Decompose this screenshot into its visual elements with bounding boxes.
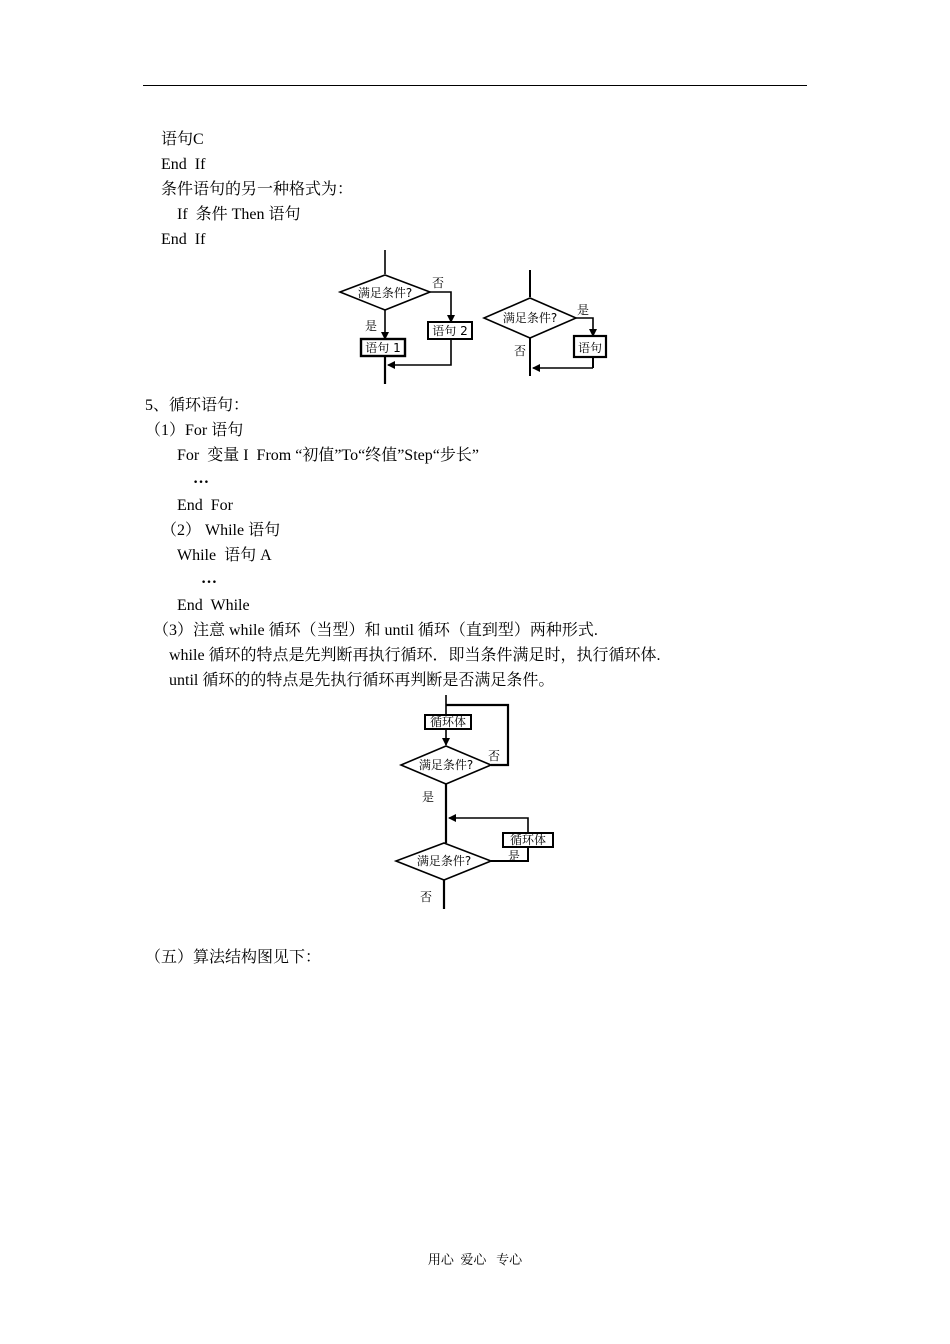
loop-flowcharts [390, 693, 570, 915]
text-line: While 语句 A [177, 547, 272, 564]
text-line: 语句C [161, 131, 204, 148]
header-rule [143, 85, 807, 86]
text-line: For 变量 I From “初值”To“终值”Step“步长” [177, 447, 479, 464]
yes-label: 是 [508, 849, 521, 863]
ellipsis: … [201, 570, 218, 587]
condition-label: 满足条件? [416, 854, 472, 868]
condition-label: 满足条件? [357, 286, 413, 300]
yes-label: 是 [365, 319, 378, 333]
ellipsis: … [193, 470, 210, 487]
no-label: 否 [488, 749, 501, 763]
no-label: 否 [432, 276, 445, 290]
text-line: End If [161, 156, 206, 173]
section-heading: 5、循环语句： [145, 397, 250, 414]
text-line: （3）注意 while 循环（当型）和 until 循环（直到型）两种形式. [153, 622, 598, 639]
yes-label: 是 [577, 303, 590, 317]
if-flowcharts [330, 248, 620, 388]
statement-label: 语句 [577, 341, 603, 355]
loop-body-label: 循环体 [429, 715, 467, 729]
condition-label: 满足条件? [418, 758, 474, 772]
statement1-label: 语句 1 [365, 341, 401, 355]
no-label: 否 [420, 890, 433, 904]
section-heading: （五）算法结构图见下： [145, 949, 322, 966]
text-line: End While [177, 597, 250, 614]
text-line: until 循环的的特点是先执行循环再判断是否满足条件。 [169, 672, 555, 689]
text-line: while 循环的特点是先判断再执行循环．即当条件满足时，执行循环体. [169, 647, 661, 664]
text-line: End If [161, 231, 206, 248]
page-footer: 用心 爱心 专心 [427, 1252, 523, 1267]
condition-label: 满足条件? [502, 311, 558, 325]
text-line: 条件语句的另一种格式为： [161, 181, 354, 198]
text-line: （2） While 语句 [161, 522, 281, 539]
statement2-label: 语句 2 [432, 324, 468, 338]
text-line: If 条件 Then 语句 [177, 206, 301, 223]
yes-label: 是 [422, 790, 435, 804]
no-label: 否 [514, 344, 527, 358]
loop-body-label: 循环体 [509, 833, 547, 847]
text-line: （1）For 语句 [145, 422, 244, 439]
text-line: End For [177, 497, 233, 514]
